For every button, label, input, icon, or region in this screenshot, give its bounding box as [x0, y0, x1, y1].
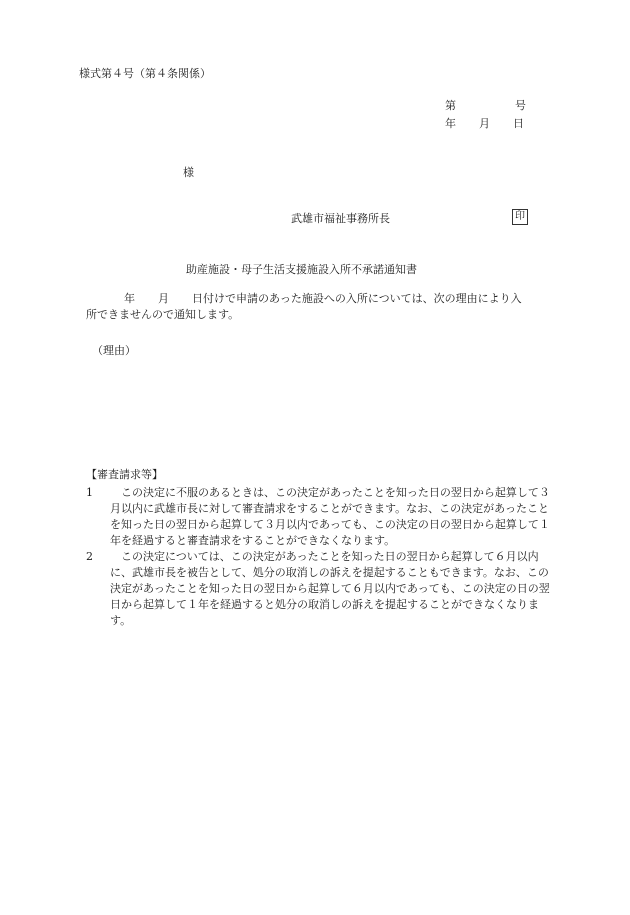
addressee-honorific: 様	[183, 166, 194, 179]
body-line-2: 所できませんので通知します。	[86, 307, 240, 321]
document-title: 助産施設・母子生活支援施設入所不承諾通知書	[186, 263, 417, 276]
issuer-name: 武雄市福祉事務所長	[291, 212, 390, 225]
appeal-item-text: この決定に不服のあるときは、この決定があったことを知った日の翌日から起算して３月以内に武雄市長に対して審査請求をすることができます。なお、この決定があったことを知った日の翌日から起算して３月以内であっても、この決定の日の翌日から起算して１年を経過すると審査請求をすることができなくなります。	[110, 486, 550, 547]
appeal-item	[86, 549, 556, 629]
reason-label: （理由）	[92, 344, 136, 357]
body-year: 年	[124, 292, 135, 305]
document-date	[445, 116, 524, 132]
seal-mark: 印	[512, 209, 528, 225]
body-text-1: 日付けで申請のあった施設への入所については、次の理由により入	[192, 292, 522, 305]
body-month: 月	[158, 292, 169, 305]
body-line-1	[86, 291, 556, 307]
doc-date-month: 月	[479, 117, 490, 130]
appeal-item-text: この決定については、この決定があったことを知った日の翌日から起算して６月以内に、武雄市長を被告として、処分の取消しの訴えを提起することもできます。なお、この決定があったことを知った日の翌日から起算して６月以内であっても、この決定の日の翌日から起算して１年を経過すると処分の取消しの訴えを提起することができなくなります。	[110, 549, 550, 627]
appeal-heading: 【審査請求等】	[86, 468, 163, 481]
notice-body	[86, 291, 556, 323]
doc-date-day: 日	[513, 117, 524, 130]
document-number	[445, 98, 526, 114]
appeal-item-number: 2	[86, 549, 93, 563]
form-label: 様式第４号（第４条関係）	[79, 67, 211, 80]
appeal-item	[86, 485, 556, 549]
doc-number-suffix: 号	[515, 99, 526, 112]
doc-date-year: 年	[445, 117, 456, 130]
appeal-item-number: 1	[86, 486, 93, 499]
doc-number-prefix: 第	[445, 99, 456, 112]
appeal-list	[86, 485, 556, 628]
